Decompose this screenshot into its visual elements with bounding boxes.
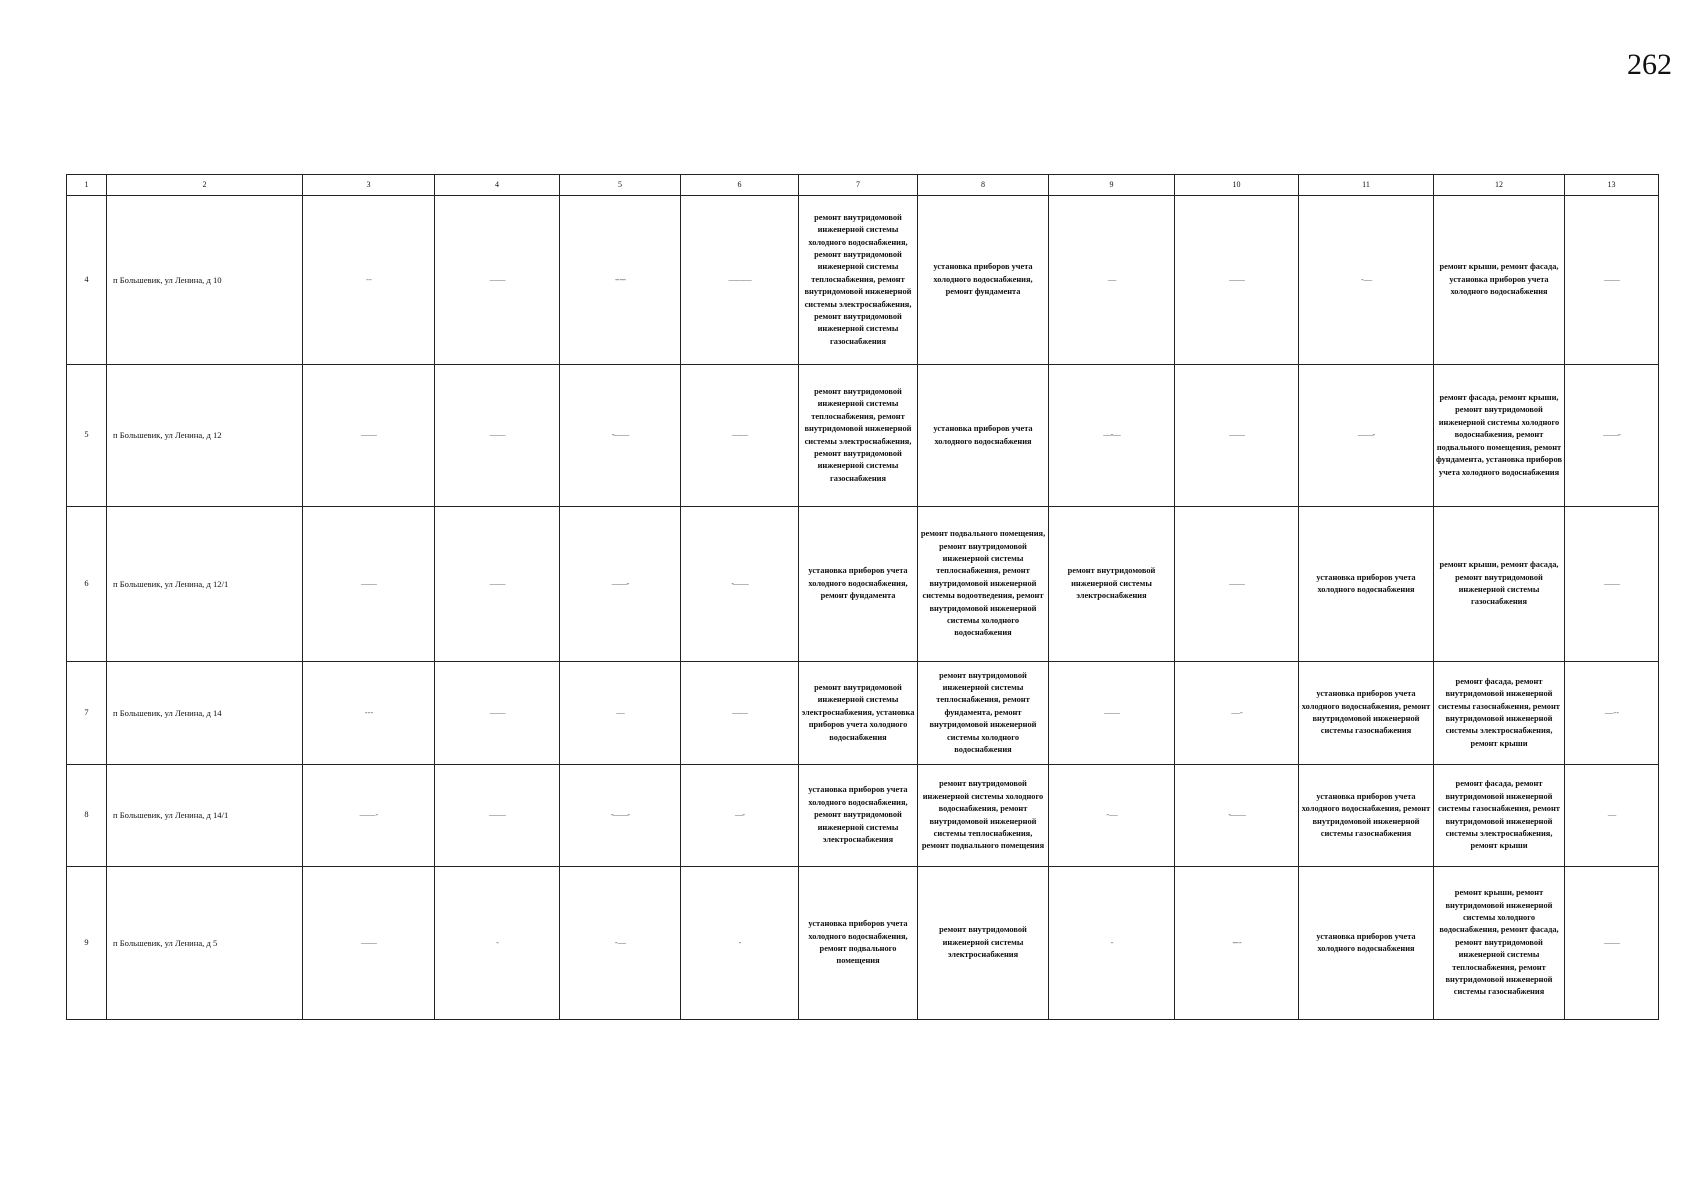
table-cell: установка приборов учета холодного водоснабжения: [918, 365, 1049, 507]
table-row: [67, 662, 1659, 765]
address-cell: п Большевик, ул Ленина, д 12: [107, 365, 303, 507]
table-cell: ремонт внутридомовой инженерной системы холодного водоснабжения, ремонт внутридомовой инженерной системы теплоснабжения, ремонт внутридомовой инженерной системы электроснабжения, ремонт внутридомовой инженерной системы газоснабжения: [799, 196, 918, 365]
row-number: 7: [67, 662, 107, 765]
table-cell: -——: [560, 365, 681, 507]
table-cell: ремонт внутридомовой инженерной системы электроснабжения: [1049, 507, 1175, 662]
table-cell: установка приборов учета холодного водоснабжения, ремонт внутридомовой инженерной системы электроснабжения: [799, 765, 918, 867]
table-cell: ремонт фасада, ремонт крыши, ремонт внутридомовой инженерной системы холодного водоснабжения, ремонт подвального помещения, ремонт фундамента, установка приборов учета холодного водоснабжения: [1434, 365, 1565, 507]
table-cell: установка приборов учета холодного водоснабжения, ремонт внутридомовой инженерной системы газоснабжения: [1299, 662, 1434, 765]
table-cell: —-: [681, 765, 799, 867]
table-cell: ——: [681, 662, 799, 765]
table-cell: ——: [303, 867, 435, 1020]
column-header: 7: [799, 175, 918, 196]
table-cell: —: [1565, 765, 1659, 867]
column-header: 2: [107, 175, 303, 196]
register-sheet: [66, 174, 1659, 1020]
table-cell: ——-: [1565, 365, 1659, 507]
table-cell: — —: [435, 765, 560, 867]
table-cell: - —: [1299, 196, 1434, 365]
table-cell: — - -: [1565, 662, 1659, 765]
table-cell: ——: [1049, 662, 1175, 765]
table-cell: ——: [1175, 196, 1299, 365]
column-header: 5: [560, 175, 681, 196]
column-header: 10: [1175, 175, 1299, 196]
table-cell: —-—: [1049, 365, 1175, 507]
table-cell: ——: [681, 365, 799, 507]
table-cell: ремонт крыши, ремонт фасада, установка приборов учета холодного водоснабжения: [1434, 196, 1565, 365]
table-cell: ——-: [560, 507, 681, 662]
table-cell: -: [435, 867, 560, 1020]
row-number: 4: [67, 196, 107, 365]
table-cell: установка приборов учета холодного водоснабжения, ремонт подвального помещения: [799, 867, 918, 1020]
table-cell: —: [560, 662, 681, 765]
table-body: [67, 196, 1659, 1020]
table-cell: ремонт крыши, ремонт внутридомовой инженерной системы холодного водоснабжения, ремонт фасада, ремонт внутридомовой инженерной системы теплоснабжения, ремонт внутридомовой инженерной системы газоснабжения: [1434, 867, 1565, 1020]
table-cell: ——: [435, 196, 560, 365]
column-header: 8: [918, 175, 1049, 196]
table-cell: ремонт фасада, ремонт внутридомовой инженерной системы газоснабжения, ремонт внутридомовой инженерной системы электроснабжения, ремонт крыши: [1434, 765, 1565, 867]
repair-register-table: [66, 174, 1659, 1020]
row-number: 6: [67, 507, 107, 662]
table-header: [67, 175, 1659, 196]
table-cell: ——: [1175, 365, 1299, 507]
table-cell: —— -: [303, 765, 435, 867]
address-cell: п Большевик, ул Ленина, д 12/1: [107, 507, 303, 662]
table-cell: ремонт внутридомовой инженерной системы электроснабжения, установка приборов учета холодного водоснабжения: [799, 662, 918, 765]
address-cell: п Большевик, ул Ленина, д 14: [107, 662, 303, 765]
table-cell: -: [1049, 867, 1175, 1020]
column-header: 4: [435, 175, 560, 196]
table-cell: ——: [435, 365, 560, 507]
address-cell: п Большевик, ул Ленина, д 10: [107, 196, 303, 365]
table-cell: --- -: [1175, 867, 1299, 1020]
row-number: 5: [67, 365, 107, 507]
table-cell: -——: [1175, 765, 1299, 867]
column-header: 1: [67, 175, 107, 196]
table-cell: ремонт фасада, ремонт внутридомовой инженерной системы газоснабжения, ремонт внутридомовой инженерной системы электроснабжения, ремонт крыши: [1434, 662, 1565, 765]
table-cell: установка приборов учета холодного водоснабжения, ремонт внутридомовой инженерной системы газоснабжения: [1299, 765, 1434, 867]
table-cell: ——-: [1299, 365, 1434, 507]
column-header: 9: [1049, 175, 1175, 196]
table-cell: - -: [303, 196, 435, 365]
table-cell: —: [1049, 196, 1175, 365]
table-cell: — -: [1175, 662, 1299, 765]
table-cell: ремонт внутридомовой инженерной системы холодного водоснабжения, ремонт внутридомовой инженерной системы теплоснабжения, ремонт подвального помещения: [918, 765, 1049, 867]
address-cell: п Большевик, ул Ленина, д 5: [107, 867, 303, 1020]
table-cell: ——: [303, 365, 435, 507]
column-header: 3: [303, 175, 435, 196]
table-row: [67, 196, 1659, 365]
table-cell: установка приборов учета холодного водоснабжения: [1299, 507, 1434, 662]
table-cell: ремонт внутридомовой инженерной системы теплоснабжения, ремонт фундамента, ремонт внутридомовой инженерной системы холодного водоснабжения: [918, 662, 1049, 765]
table-cell: ——: [1565, 196, 1659, 365]
page-number: 262: [1627, 48, 1672, 81]
table-row: [67, 507, 1659, 662]
table-cell: -: [681, 867, 799, 1020]
address-cell: п Большевик, ул Ленина, д 14/1: [107, 765, 303, 867]
table-cell: ——: [435, 662, 560, 765]
table-cell: ——: [1565, 507, 1659, 662]
row-number: 8: [67, 765, 107, 867]
table-cell: - —: [1049, 765, 1175, 867]
table-cell: -——: [681, 507, 799, 662]
table-cell: установка приборов учета холодного водоснабжения: [1299, 867, 1434, 1020]
table-cell: ———: [681, 196, 799, 365]
table-cell: - —: [560, 867, 681, 1020]
column-number-row: [67, 175, 1659, 196]
table-cell: установка приборов учета холодного водоснабжения, ремонт фундамента: [799, 507, 918, 662]
table-row: [67, 765, 1659, 867]
table-row: [67, 365, 1659, 507]
table-cell: ——: [1175, 507, 1299, 662]
table-cell: ремонт подвального помещения, ремонт внутридомовой инженерной системы теплоснабжения, ремонт внутридомовой инженерной системы водоотведения, ремонт внутридомовой инженерной системы холодного водоснабжения: [918, 507, 1049, 662]
row-number: 9: [67, 867, 107, 1020]
column-header: 13: [1565, 175, 1659, 196]
column-header: 6: [681, 175, 799, 196]
table-cell: ремонт внутридомовой инженерной системы теплоснабжения, ремонт внутридомовой инженерной системы электроснабжения, ремонт внутридомовой инженерной системы газоснабжения: [799, 365, 918, 507]
table-cell: ремонт внутридомовой инженерной системы электроснабжения: [918, 867, 1049, 1020]
table-cell: ——: [1565, 867, 1659, 1020]
table-cell: установка приборов учета холодного водоснабжения, ремонт фундамента: [918, 196, 1049, 365]
column-header: 12: [1434, 175, 1565, 196]
table-cell: -- ---: [560, 196, 681, 365]
table-cell: -——-: [560, 765, 681, 867]
column-header: 11: [1299, 175, 1434, 196]
table-cell: ремонт крыши, ремонт фасада, ремонт внутридомовой инженерной системы газоснабжения: [1434, 507, 1565, 662]
table-cell: ——: [435, 507, 560, 662]
table-row: [67, 867, 1659, 1020]
table-cell: - - -: [303, 662, 435, 765]
table-cell: ——: [303, 507, 435, 662]
